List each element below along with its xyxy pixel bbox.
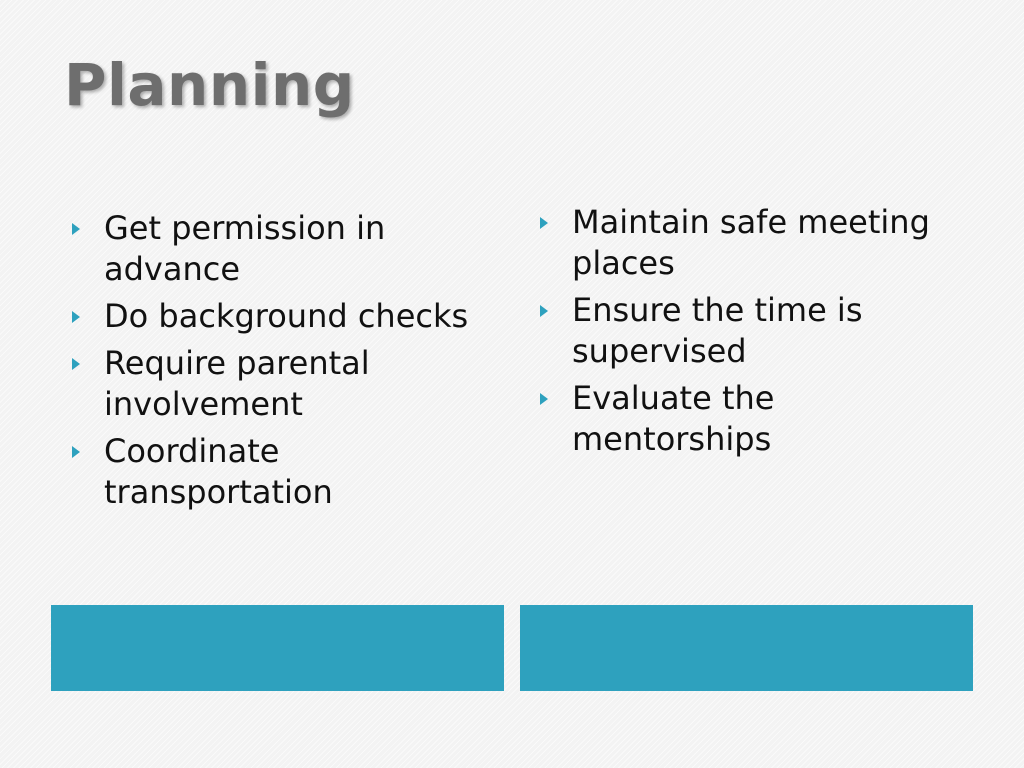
triangle-right-icon — [540, 202, 572, 243]
list-item — [72, 343, 492, 425]
triangle-right-icon — [540, 378, 572, 419]
bullet-text: Do background checks — [104, 297, 469, 335]
footer-bar-left — [51, 605, 504, 691]
triangle-right-icon — [540, 290, 572, 331]
list-item — [72, 208, 492, 290]
list-item — [72, 431, 492, 513]
right-bullet-list — [540, 202, 980, 466]
list-item — [540, 378, 980, 460]
bullet-text: Get permission in advance — [104, 209, 386, 288]
bullet-text: Ensure the time is supervised — [572, 291, 863, 370]
bullet-text: Evaluate the mentorships — [572, 379, 775, 458]
bullet-text: Require parental involvement — [104, 344, 370, 423]
slide-title: Planning — [64, 51, 355, 119]
triangle-right-icon — [72, 431, 104, 472]
footer-bar-right — [520, 605, 973, 691]
list-item — [72, 296, 492, 337]
left-bullet-list — [72, 208, 492, 519]
list-item — [540, 202, 980, 284]
triangle-right-icon — [72, 343, 104, 384]
triangle-right-icon — [72, 208, 104, 249]
list-item — [540, 290, 980, 372]
bullet-text: Coordinate transportation — [104, 432, 333, 511]
triangle-right-icon — [72, 296, 104, 337]
bullet-text: Maintain safe meeting places — [572, 203, 930, 282]
